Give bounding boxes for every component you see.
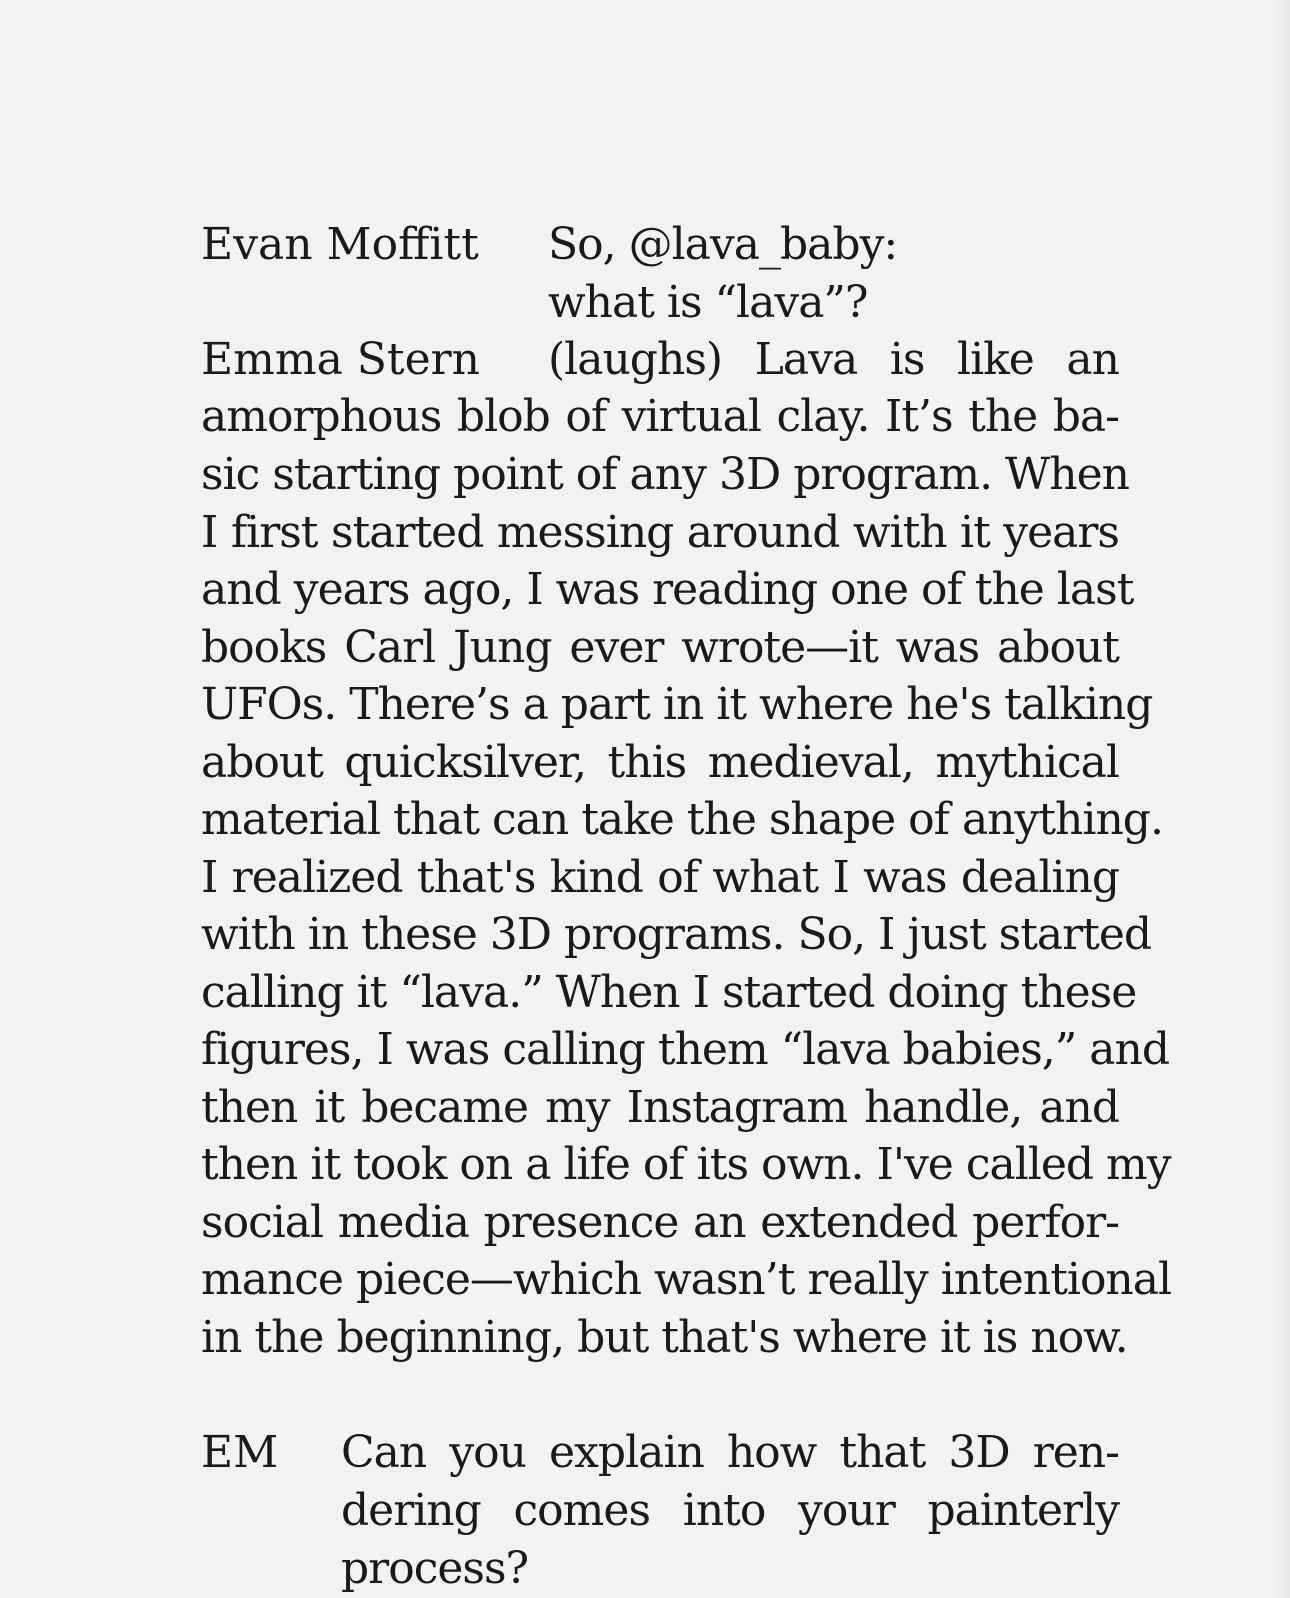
answer-line: I first started messing around with it years	[201, 507, 1119, 558]
answer-line: material that can take the shape of anything.	[201, 794, 1163, 845]
question-line: what is “lava”?	[548, 277, 868, 328]
speaker-evan-moffitt: Evan Moffitt	[201, 219, 479, 270]
answer-line: books Carl Jung ever wrote—it was about	[201, 622, 1119, 673]
speaker-emma-stern: Emma Stern	[201, 334, 481, 385]
answer-line: social media presence an extended perfor-	[201, 1197, 1119, 1248]
answer-line: then it took on a life of its own. I've called my	[201, 1139, 1171, 1190]
answer-line: figures, I was calling them “lava babies,” and	[201, 1024, 1169, 1075]
page-edge-shadow	[1274, 0, 1290, 1598]
question-line: dering comes into your painterly	[341, 1485, 1119, 1536]
answer-line: and years ago, I was reading one of the last	[201, 564, 1134, 615]
answer-line: I realized that's kind of what I was dealing	[201, 852, 1119, 903]
answer-line: calling it “lava.” When I started doing these	[201, 967, 1137, 1018]
answer-line: UFOs. There’s a part in it where he's talking	[201, 679, 1153, 730]
answer-line: about quicksilver, this medieval, mythical	[201, 737, 1119, 788]
question-line: process?	[341, 1543, 529, 1594]
answer-line: sic starting point of any 3D program. When	[201, 449, 1129, 500]
speaker-em: EM	[201, 1427, 279, 1478]
question-line: So, @lava_baby:	[548, 219, 898, 270]
answer-line: with in these 3D programs. So, I just started	[201, 909, 1152, 960]
answer-line: in the beginning, but that's where it is now.	[201, 1312, 1128, 1363]
answer-line: then it became my Instagram handle, and	[201, 1082, 1119, 1133]
question-line: Can you explain how that 3D ren-	[341, 1427, 1119, 1478]
answer-line: (laughs) Lava is like an	[548, 334, 1119, 385]
answer-line: amorphous blob of virtual clay. It’s the ba-	[201, 391, 1119, 442]
answer-line: mance piece—which wasn’t really intentional	[201, 1254, 1172, 1305]
